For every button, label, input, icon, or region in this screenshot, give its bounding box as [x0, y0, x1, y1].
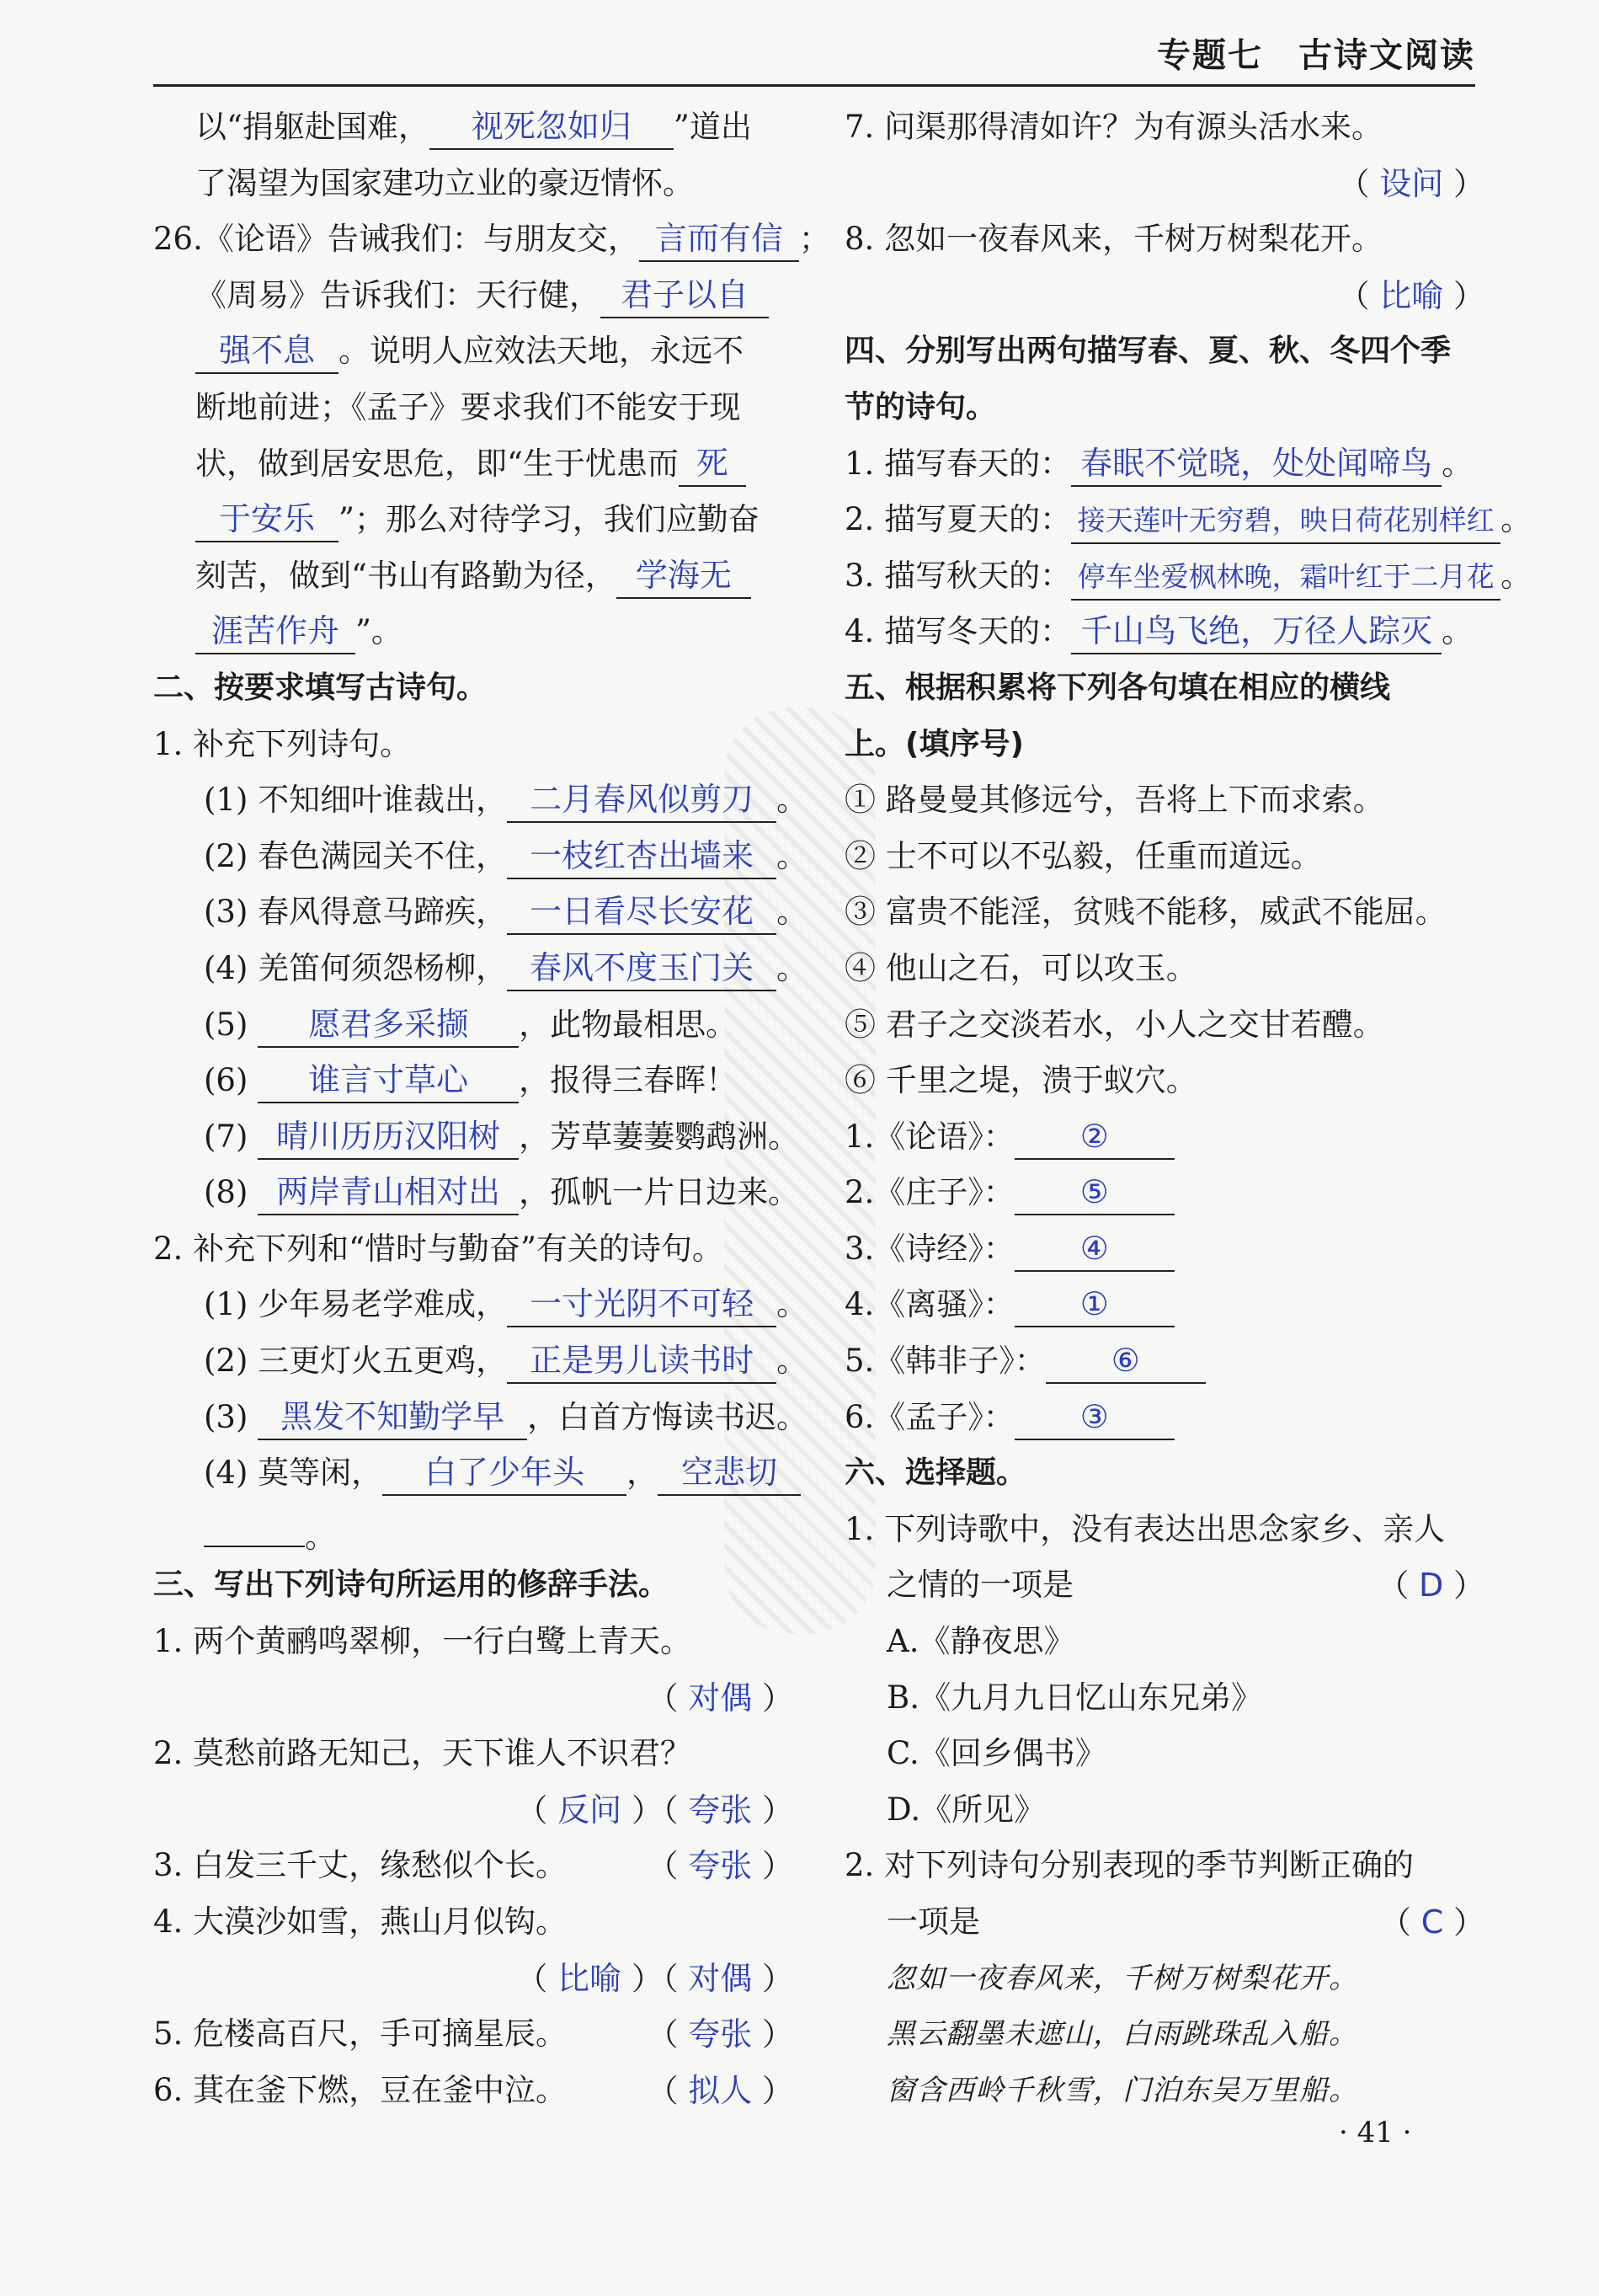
- answer: 一日看尽长安花: [530, 893, 754, 931]
- answer: 空悲切: [681, 1454, 778, 1492]
- sentence: ⑤ 君子之交淡若水，小人之交甘若醴。: [845, 1006, 1384, 1043]
- answer-paren: （ 设问 ）: [1338, 164, 1484, 202]
- answer: 夸张: [688, 2016, 753, 2053]
- text: 。: [1442, 613, 1474, 650]
- answer-blank: [507, 777, 776, 823]
- answer-blank: [195, 609, 355, 654]
- text: 状，做到居安思危，即“生于忧患而: [195, 445, 679, 482]
- fill-line: [153, 829, 808, 885]
- section-heading: 五、根据积累将下列各句填在相应的横线: [845, 670, 1391, 705]
- question-text: 7. 问渠那得清如许？为有源头活水来。: [845, 109, 1383, 145]
- question-text: 26.《论语》告诫我们：与朋友交，: [153, 221, 639, 258]
- answer-blank: [639, 216, 799, 262]
- answer: 黑发不知勤学早: [280, 1397, 505, 1435]
- answer: 涯苦作舟: [211, 612, 339, 650]
- answer: 比喻: [1379, 276, 1444, 314]
- text: (1) 少年易老学难成，: [204, 1286, 508, 1323]
- text: ，报得三春晖！: [519, 1062, 738, 1099]
- answer: D: [1418, 1567, 1444, 1605]
- answer-paren: （ 拟人 ）: [647, 2071, 793, 2109]
- text: 。: [776, 782, 808, 819]
- answer-blank: [258, 1002, 519, 1048]
- line: [153, 436, 793, 493]
- answer-paren: （ 对偶 ）: [647, 1679, 793, 1717]
- answer: 言而有信: [654, 220, 783, 258]
- answer-blank: [1015, 1226, 1175, 1272]
- question-text: 1. 下列诗歌中，没有表达出思念家乡、亲人: [845, 1510, 1446, 1547]
- fill-line: [153, 1445, 793, 1502]
- answer: 于安乐: [218, 500, 315, 538]
- answer-paren: （ 夸张 ）: [647, 1847, 793, 1885]
- answer-blank: [507, 1282, 776, 1327]
- text: 5.《韩非子》：: [845, 1343, 1046, 1380]
- question-line: [845, 1557, 1484, 1614]
- text: (4) 羌笛何须怨杨柳，: [204, 949, 508, 986]
- answer-paren: （ D ）: [1378, 1567, 1484, 1605]
- text: 3.《诗经》：: [845, 1230, 1015, 1267]
- answer-paren: （ 比喻 ）（ 对偶 ）: [516, 1959, 793, 1997]
- text: ，: [626, 1455, 658, 1492]
- answer-line: [153, 1782, 793, 1839]
- option: B.《九月九日忆山东兄弟》: [887, 1679, 1262, 1716]
- text: 。: [305, 1518, 336, 1555]
- answer: 君子以自: [620, 275, 749, 313]
- page-number: · 41 ·: [1339, 2116, 1412, 2149]
- fill-line: [845, 1109, 1484, 1166]
- answer-blank: [195, 328, 338, 374]
- sentence: ① 路曼曼其修远兮，吾将上下而求索。: [845, 782, 1384, 819]
- text: (2) 春色满园关不住，: [204, 837, 508, 874]
- fill-line: [153, 1333, 808, 1390]
- answer-blank: [1071, 499, 1500, 544]
- question-text: 8. 忽如一夜春风来，千树万树梨花开。: [845, 221, 1383, 258]
- answer-blank: [258, 1114, 519, 1160]
- answer: 接天莲叶无穷碧，映日荷花别样红: [1077, 504, 1495, 537]
- text: 以“捐躯赴国难，: [195, 109, 429, 145]
- section-heading: 上。(填序号): [845, 726, 1024, 761]
- answer: 反问: [557, 1791, 622, 1829]
- question-text: 之情的一项是: [887, 1567, 1074, 1604]
- text: 1.《论语》：: [845, 1118, 1015, 1155]
- answer: 两岸青山相对出: [276, 1173, 501, 1211]
- answer-blank: [1015, 1114, 1175, 1160]
- answer-blank: [258, 1058, 519, 1103]
- answer-blank: [507, 834, 776, 879]
- question-text: 1. 两个黄鹂鸣翠柳，一行白鹭上青天。: [153, 1623, 692, 1660]
- text: (8): [204, 1174, 259, 1211]
- answer-blank: [429, 104, 674, 150]
- question-text: 3. 白发三千丈，缘愁似个长。: [153, 1847, 568, 1884]
- fill-line: [153, 997, 793, 1054]
- fill-line: [845, 1390, 1484, 1446]
- answer: 春眠不觉晓，处处闻啼鸟: [1080, 444, 1433, 482]
- page-title: 专题七 古诗文阅读: [1157, 36, 1475, 75]
- fill-line: [845, 1165, 1484, 1221]
- answer: 死: [696, 444, 728, 482]
- answer-blank: [195, 497, 338, 542]
- text: (4) 莫等闲，: [204, 1455, 383, 1492]
- answer-line: [153, 1951, 793, 2007]
- answer: 二月春风似剪刀: [530, 781, 754, 819]
- answer-blank: [600, 273, 769, 318]
- text: ，此物最相思。: [519, 1006, 738, 1043]
- fill-line: [845, 604, 1484, 660]
- line: [153, 604, 793, 660]
- text: ，芳草萋萋鹦鹉洲。: [519, 1118, 800, 1155]
- text: 。: [776, 949, 808, 986]
- text: 。: [776, 837, 808, 874]
- text: ”。: [355, 613, 402, 650]
- line: [153, 99, 793, 156]
- page-header: [153, 24, 1475, 87]
- fill-line: [845, 436, 1484, 493]
- answer-line: [845, 156, 1484, 212]
- question-text: 5. 危楼高百尺，手可摘星辰。: [153, 2016, 568, 2053]
- answer: 视死忽如归: [471, 108, 632, 145]
- answer-blank: [507, 1338, 776, 1384]
- option: D.《所见》: [887, 1791, 1046, 1828]
- fill-line: [845, 1333, 1484, 1390]
- poem-line: 窗含西岭千秋雪，门泊东吴万里船。: [887, 2073, 1358, 2107]
- fill-line: [845, 548, 1532, 605]
- answer: 夸张: [688, 1791, 753, 1829]
- answer-blank: [616, 553, 751, 599]
- answer: C: [1420, 1904, 1444, 1941]
- answer: 晴川历历汉阳树: [276, 1117, 501, 1155]
- fill-line: [845, 1277, 1484, 1333]
- text: 。: [1500, 557, 1532, 594]
- text: 6.《孟子》：: [845, 1398, 1015, 1435]
- fill-line: [153, 1390, 808, 1446]
- question-line: [153, 2063, 793, 2119]
- answer: 正是男儿读书时: [530, 1342, 754, 1380]
- section-heading: 三、写出下列诗句所运用的修辞手法。: [153, 1567, 669, 1603]
- answer-blank: [507, 889, 776, 935]
- line: [153, 211, 830, 268]
- text: 2.《庄子》：: [845, 1174, 1015, 1211]
- answer: 停车坐爱枫林晚，霜叶红于二月花: [1077, 559, 1495, 593]
- text: ”；那么对待学习，我们应勤奋: [338, 501, 760, 538]
- question-line: [845, 1894, 1484, 1951]
- text: 4.《离骚》：: [845, 1286, 1015, 1323]
- question-text: 2. 对下列诗句分别表现的季节判断正确的: [845, 1847, 1415, 1884]
- section-heading: 二、按要求填写古诗句。: [153, 670, 488, 705]
- answer-blank: [204, 1502, 305, 1547]
- text: (6): [204, 1062, 259, 1099]
- answer: ⑤: [1079, 1173, 1109, 1211]
- sentence: ⑥ 千里之堤，溃于蚁穴。: [845, 1062, 1197, 1099]
- answer: 比喻: [557, 1959, 622, 1997]
- fill-line: [153, 1277, 808, 1333]
- text: 4. 描写冬天的：: [845, 613, 1072, 650]
- question-line: [153, 1838, 793, 1894]
- subsection-heading: 1. 补充下列诗句。: [153, 725, 412, 762]
- answer-blank: [1015, 1170, 1175, 1215]
- option: C.《回乡偶书》: [887, 1735, 1106, 1772]
- question-text: 一项是: [887, 1904, 980, 1940]
- section-heading: 六、选择题。: [845, 1455, 1027, 1491]
- text: 。: [776, 1286, 808, 1323]
- sentence: ② 士不可以不弘毅，任重而道远。: [845, 837, 1322, 874]
- answer-blank: [507, 946, 776, 991]
- answer: 学海无: [635, 556, 732, 594]
- answer: ②: [1079, 1117, 1109, 1155]
- answer-blank: [258, 1170, 519, 1215]
- answer: 一枝红杏出墙来: [530, 836, 754, 874]
- fill-line: [153, 772, 808, 829]
- answer-blank: [1071, 441, 1442, 487]
- question-line: [153, 2006, 793, 2063]
- answer-blank: [1015, 1282, 1175, 1327]
- option: A.《静夜思》: [887, 1623, 1075, 1660]
- text: (2) 三更灯火五更鸡，: [204, 1343, 508, 1380]
- text: 2. 描写夏天的：: [845, 501, 1072, 538]
- section-heading: 节的诗句。: [845, 389, 997, 424]
- question-text: 2. 莫愁前路无知己，天下谁人不识君？: [153, 1735, 692, 1772]
- answer: 千山鸟飞绝，万径人踪灭: [1080, 612, 1433, 650]
- answer: 强不息: [218, 332, 315, 370]
- poem-line: 黑云翻墨未遮山，白雨跳珠乱入船。: [887, 2017, 1358, 2052]
- line: [153, 323, 793, 380]
- text: 。说明人应效法天地，永远不: [338, 333, 744, 370]
- text: ，白首方悔读书迟。: [527, 1398, 808, 1435]
- line: [153, 492, 793, 548]
- text: (7): [204, 1118, 259, 1155]
- answer: 一寸光阴不可轻: [530, 1285, 754, 1323]
- answer: 白了少年头: [424, 1454, 585, 1492]
- answer-blank: [658, 1450, 801, 1496]
- sentence: ③ 富贵不能淫，贫贱不能移，威武不能屈。: [845, 894, 1447, 931]
- fill-line: [153, 1109, 800, 1166]
- text: 。: [1442, 445, 1474, 482]
- answer: 夸张: [688, 1847, 753, 1885]
- fill-line: [845, 492, 1532, 548]
- answer-blank: [1071, 555, 1500, 601]
- text: (3): [204, 1398, 259, 1435]
- answer: ③: [1079, 1397, 1109, 1435]
- text: 。: [776, 1343, 808, 1380]
- answer-blank: [258, 1395, 527, 1440]
- line: 了渴望为国家建功立业的豪迈情怀。: [195, 164, 694, 201]
- text: ；: [798, 221, 830, 258]
- answer: 对偶: [688, 1679, 753, 1717]
- fill-line: [153, 1053, 793, 1109]
- answer: ①: [1079, 1285, 1109, 1323]
- answer-blank: [679, 441, 746, 487]
- answer: 设问: [1379, 164, 1444, 202]
- text: (5): [204, 1006, 259, 1043]
- text: (3) 春风得意马蹄疾，: [204, 894, 508, 931]
- fill-line: [153, 1165, 800, 1221]
- answer-paren: （ 夸张 ）: [647, 2016, 793, 2053]
- text: 刻苦，做到“书山有路勤为径，: [195, 557, 616, 594]
- text: 。: [776, 894, 808, 931]
- fill-line: [153, 884, 808, 941]
- answer-blank: [1015, 1395, 1175, 1440]
- answer-blank: [1071, 609, 1442, 654]
- answer: ④: [1079, 1229, 1109, 1267]
- text: 1. 描写春天的：: [845, 445, 1072, 482]
- text: 《周易》告诉我们：天行健，: [195, 276, 600, 313]
- answer: ⑥: [1111, 1342, 1140, 1380]
- poem-line: 忽如一夜春风来，千树万树梨花开。: [887, 1961, 1358, 1995]
- answer: 春风不度玉门关: [530, 948, 754, 986]
- answer-blank: [382, 1450, 626, 1496]
- answer-line: [153, 1670, 793, 1727]
- question-text: 6. 萁在釜下燃，豆在釜中泣。: [153, 2071, 568, 2108]
- answer-paren: （ C ）: [1379, 1904, 1484, 1941]
- fill-line: [845, 1221, 1484, 1278]
- left-column: [153, 99, 830, 2118]
- text: 。: [1500, 501, 1532, 538]
- answer-paren: （ 反问 ）（ 夸张 ）: [516, 1791, 793, 1829]
- question-text: 4. 大漠沙如雪，燕山月似钩。: [153, 1904, 568, 1940]
- answer-paren: （ 比喻 ）: [1338, 276, 1484, 314]
- text: ，孤帆一片日边来。: [519, 1174, 800, 1211]
- answer: 对偶: [688, 1959, 753, 1997]
- section-heading: 四、分别写出两句描写春、夏、秋、冬四个季: [845, 334, 1452, 369]
- text: (1) 不知细叶谁裁出，: [204, 782, 508, 819]
- answer: 谁言寸草心: [308, 1061, 469, 1099]
- right-column: [845, 99, 1532, 2118]
- text: 3. 描写秋天的：: [845, 557, 1072, 594]
- line: [153, 548, 793, 605]
- fill-line: [153, 1502, 793, 1558]
- fill-line: [153, 941, 808, 997]
- answer: 拟人: [688, 2071, 753, 2109]
- line: [153, 268, 793, 324]
- answer-line: [845, 268, 1484, 324]
- answer-blank: [1046, 1338, 1206, 1384]
- line: 断地前进；《孟子》要求我们不能安于现: [195, 388, 741, 425]
- subsection-heading: 2. 补充下列和“惜时与勤奋”有关的诗句。: [153, 1230, 723, 1267]
- sentence: ④ 他山之石，可以攻玉。: [845, 949, 1197, 986]
- answer: 愿君多采撷: [308, 1005, 469, 1043]
- text: ”道出: [673, 109, 752, 145]
